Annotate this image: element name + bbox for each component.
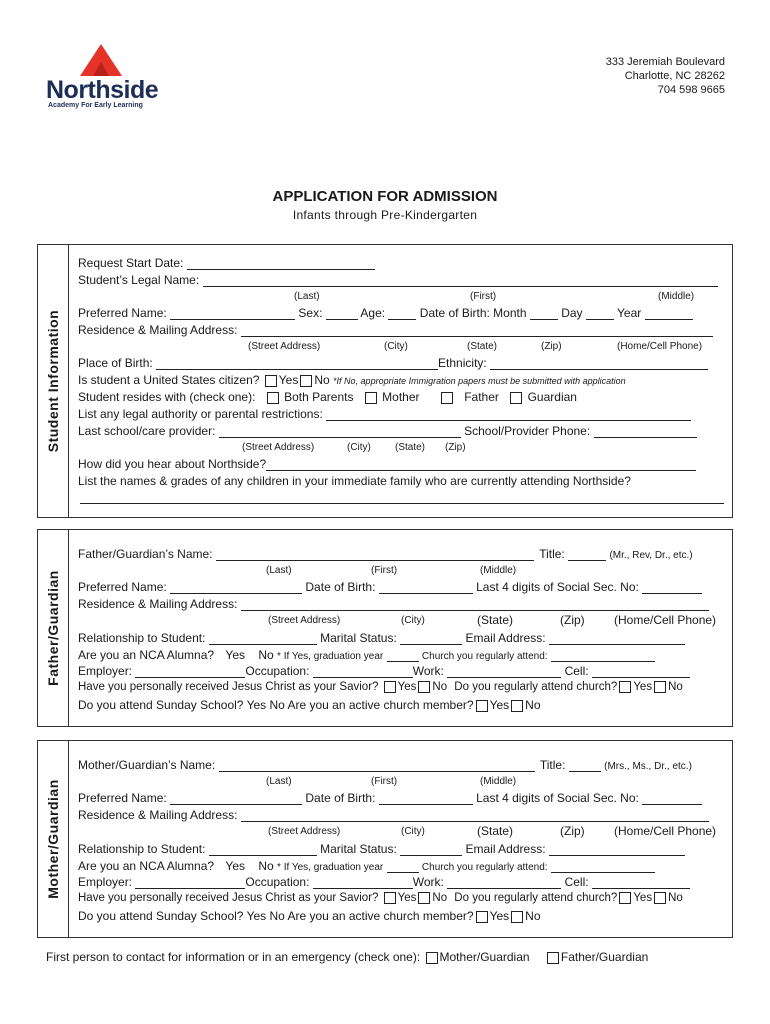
father-occupation-field[interactable] xyxy=(313,665,413,678)
father-occupation-label: Occupation: xyxy=(245,664,310,678)
father-savior-yes-checkbox[interactable] xyxy=(384,681,396,693)
school-state-caption: (State) xyxy=(395,442,426,453)
mother-section-tab xyxy=(38,741,69,937)
mother-alumna-label: Are you an NCA Alumna? xyxy=(78,859,215,873)
mother-marital-field[interactable] xyxy=(400,843,462,856)
father-name-row xyxy=(78,547,693,561)
father-relationship-row xyxy=(78,631,685,645)
mother-cell-label: Cell: xyxy=(564,875,589,889)
mother-name-field[interactable] xyxy=(219,759,535,772)
mother-relationship-field[interactable] xyxy=(209,843,317,856)
mother-middle-caption: (Middle) xyxy=(480,776,517,787)
mother-residence-row xyxy=(78,808,709,822)
dob-day-label: Day xyxy=(561,306,583,320)
emergency-contact-label: First person to contact for information or in an emergency (check one): xyxy=(46,950,421,964)
mother-name-row xyxy=(78,758,692,772)
father-member-yes-label: Yes xyxy=(489,698,510,712)
age-field[interactable] xyxy=(388,307,416,320)
last-school-row xyxy=(78,424,697,438)
school-zip-caption: (Zip) xyxy=(445,442,466,453)
siblings-field[interactable] xyxy=(80,491,724,504)
contact-mother-label: Mother/Guardian xyxy=(439,950,530,964)
mother-member-no-label: No xyxy=(525,909,541,923)
father-church-label: Church you regularly attend: xyxy=(421,651,548,662)
father-member-yes-checkbox[interactable] xyxy=(476,700,488,712)
father-employer-field[interactable] xyxy=(135,665,245,678)
both-parents-label: Both Parents xyxy=(284,390,354,404)
heard-field[interactable] xyxy=(266,458,696,471)
page-title: APPLICATION FOR ADMISSION xyxy=(272,188,498,205)
place-of-birth-field[interactable] xyxy=(156,357,438,370)
mother-city-caption: (City) xyxy=(401,826,425,837)
mother-savior-yes-label: Yes xyxy=(397,892,417,905)
street-caption: (Street Address) xyxy=(248,341,321,352)
mother-checkbox[interactable] xyxy=(365,392,377,404)
father-dob-label: Date of Birth: xyxy=(305,580,376,594)
guardian-label: Guardian xyxy=(527,390,577,404)
legal-name-label: Student’s Legal Name: xyxy=(78,273,200,287)
mother-occupation-label: Occupation: xyxy=(245,875,310,889)
mother-residence-field[interactable] xyxy=(241,809,709,822)
citizen-yes-label: Yes xyxy=(278,373,299,387)
sex-label: Sex: xyxy=(298,306,323,320)
heard-label: How did you hear about Northside? xyxy=(78,457,267,471)
mother-zip-caption: (Zip) xyxy=(560,824,585,838)
mother-name-label: Mother/Guardian’s Name: xyxy=(78,758,216,772)
dob-year-field[interactable] xyxy=(645,307,693,320)
residence-field[interactable] xyxy=(241,324,713,337)
mother-label: Mother xyxy=(382,390,420,404)
phone-number: 704 598 9665 xyxy=(657,84,725,96)
father-last-caption: (Last) xyxy=(266,565,292,576)
legal-name-row xyxy=(78,273,718,287)
mother-preferred-field[interactable] xyxy=(170,792,302,805)
dob-day-field[interactable] xyxy=(586,307,614,320)
preferred-name-label: Preferred Name: xyxy=(78,306,167,320)
residence-row xyxy=(78,323,713,337)
brand-name: Northside xyxy=(46,76,159,104)
citizen-row xyxy=(78,373,626,387)
mother-state-caption: (State) xyxy=(477,824,514,838)
address-line-1: 333 Jeremiah Boulevard xyxy=(605,56,725,68)
mother-church-yes-label: Yes xyxy=(633,892,653,905)
mother-attend-church-label: Do you regularly attend church? xyxy=(454,892,618,905)
father-city-caption: (City) xyxy=(401,615,425,626)
mother-work-label: Work: xyxy=(412,875,444,889)
father-church-yes-label: Yes xyxy=(633,681,653,694)
mother-savior-no-checkbox[interactable] xyxy=(418,892,430,904)
guardian-checkbox[interactable] xyxy=(510,392,522,404)
contact-mother-checkbox[interactable] xyxy=(426,952,438,964)
ethnicity-label: Ethnicity: xyxy=(438,356,487,370)
father-checkbox[interactable] xyxy=(441,392,453,404)
mother-church-label: Church you regularly attend: xyxy=(421,862,548,873)
father-street-caption: (Street Address) xyxy=(268,615,341,626)
father-name-field[interactable] xyxy=(216,548,534,561)
preferred-name-field[interactable] xyxy=(170,307,295,320)
mother-grad-year-field[interactable] xyxy=(387,860,419,873)
state-caption: (State) xyxy=(467,341,498,352)
mother-church-no-checkbox[interactable] xyxy=(654,892,666,904)
father-alumna-yes[interactable]: Yes xyxy=(225,648,245,662)
father-section-tab xyxy=(38,530,69,726)
resides-with-row xyxy=(78,390,577,404)
mother-title-label: Title: xyxy=(539,758,566,772)
mother-savior-row xyxy=(78,892,683,904)
father-phone-caption: (Home/Cell Phone) xyxy=(614,613,717,627)
mother-marital-label: Marital Status: xyxy=(320,842,397,856)
zip-caption: (Zip) xyxy=(541,341,562,352)
mother-section-label: Mother/Guardian xyxy=(45,779,61,899)
emergency-contact-row xyxy=(46,950,648,964)
father-member-no-checkbox[interactable] xyxy=(511,700,523,712)
father-alumna-label: Are you an NCA Alumna? xyxy=(78,648,215,662)
father-zip-caption: (Zip) xyxy=(560,613,585,627)
father-preferred-label: Preferred Name: xyxy=(78,580,167,594)
dob-month-field[interactable] xyxy=(530,307,558,320)
middle-caption: (Middle) xyxy=(658,291,695,302)
legal-name-field[interactable] xyxy=(203,274,718,287)
city-caption: (City) xyxy=(384,341,408,352)
contact-father-checkbox[interactable] xyxy=(547,952,559,964)
place-of-birth-row xyxy=(78,356,708,370)
mother-relationship-row xyxy=(78,842,685,856)
siblings-label: List the names & grades of any children in your immediate family who are currently attending Northside? xyxy=(78,474,631,488)
father-ssn-label: Last 4 digits of Social Sec. No: xyxy=(476,580,639,594)
citizen-note: *If No, appropriate Immigration papers must be submitted with application xyxy=(333,376,626,386)
mother-email-label: Email Address: xyxy=(465,842,546,856)
citizen-no-label: No xyxy=(314,373,330,387)
residence-label: Residence & Mailing Address: xyxy=(78,323,238,337)
request-start-field[interactable] xyxy=(187,257,375,270)
father-relationship-field[interactable] xyxy=(209,632,317,645)
mother-dob-field[interactable] xyxy=(379,792,473,805)
ethnicity-field[interactable] xyxy=(490,357,708,370)
school-street-caption: (Street Address) xyxy=(242,442,315,453)
mother-member-no-checkbox[interactable] xyxy=(511,911,523,923)
father-title-options: (Mr., Rev, Dr., etc.) xyxy=(609,550,693,561)
father-church-no-label: No xyxy=(668,681,683,694)
mother-title-options: (Mrs., Ms., Dr., etc.) xyxy=(604,761,692,772)
father-church-yes-checkbox[interactable] xyxy=(619,681,631,693)
last-school-label: Last school/care provider: xyxy=(78,424,216,438)
phone-caption: (Home/Cell Phone) xyxy=(617,341,703,352)
mother-work-field[interactable] xyxy=(447,876,561,889)
father-marital-field[interactable] xyxy=(400,632,462,645)
father-sunday-label: Do you attend Sunday School? Yes No Are you an active church member? xyxy=(78,698,474,712)
student-section-label: Student Information xyxy=(45,309,61,453)
mother-sunday-row xyxy=(78,909,541,923)
father-alumna-no[interactable]: No xyxy=(258,648,274,662)
mother-title-field[interactable] xyxy=(569,759,601,772)
address-line-2: Charlotte, NC 28262 xyxy=(624,70,725,82)
age-label: Age: xyxy=(360,306,386,320)
mother-alumna-no[interactable]: No xyxy=(258,859,274,873)
mother-alumna-yes[interactable]: Yes xyxy=(225,859,245,873)
father-email-label: Email Address: xyxy=(465,631,546,645)
father-employer-label: Employer: xyxy=(78,664,133,678)
mother-sunday-label: Do you attend Sunday School? Yes No Are you an active church member? xyxy=(78,909,474,923)
sex-field[interactable] xyxy=(326,307,358,320)
mother-last-caption: (Last) xyxy=(266,776,292,787)
mother-preferred-row xyxy=(78,791,702,805)
father-residence-field[interactable] xyxy=(241,598,709,611)
dob-year-label: Year xyxy=(617,306,642,320)
father-preferred-field[interactable] xyxy=(170,581,302,594)
citizen-yes-checkbox[interactable] xyxy=(265,375,277,387)
mother-member-yes-label: Yes xyxy=(489,909,510,923)
mother-church-no-label: No xyxy=(668,892,683,905)
mother-email-field[interactable] xyxy=(549,843,685,856)
father-label: Father xyxy=(464,390,499,404)
father-marital-label: Marital Status: xyxy=(320,631,397,645)
father-residence-label: Residence & Mailing Address: xyxy=(78,597,238,611)
father-cell-label: Cell: xyxy=(564,664,589,678)
mother-savior-yes-checkbox[interactable] xyxy=(384,892,396,904)
legal-authority-row xyxy=(78,407,691,421)
father-savior-label: Have you personally received Jesus Christ as your Savior? xyxy=(78,681,379,694)
father-preferred-row xyxy=(78,580,702,594)
father-section-label: Father/Guardian xyxy=(45,570,61,686)
father-attend-church-label: Do you regularly attend church? xyxy=(454,681,618,694)
place-of-birth-label: Place of Birth: xyxy=(78,356,153,370)
mother-ssn-field[interactable] xyxy=(642,792,702,805)
father-grad-year-field[interactable] xyxy=(387,649,419,662)
school-phone-field[interactable] xyxy=(594,425,697,438)
father-savior-no-label: No xyxy=(432,681,448,694)
father-name-label: Father/Guardian’s Name: xyxy=(78,547,213,561)
father-sunday-row xyxy=(78,698,541,712)
school-city-caption: (City) xyxy=(347,442,371,453)
legal-authority-field[interactable] xyxy=(326,408,691,421)
mother-street-caption: (Street Address) xyxy=(268,826,341,837)
father-first-caption: (First) xyxy=(371,565,398,576)
father-ssn-field[interactable] xyxy=(642,581,702,594)
father-alumna-row xyxy=(78,648,655,662)
citizen-no-checkbox[interactable] xyxy=(300,375,312,387)
father-savior-yes-label: Yes xyxy=(397,681,417,694)
mother-dob-label: Date of Birth: xyxy=(305,791,376,805)
resides-with-label: Student resides with (check one): xyxy=(78,390,256,404)
last-caption: (Last) xyxy=(294,291,320,302)
father-state-caption: (State) xyxy=(477,613,514,627)
mother-church-field[interactable] xyxy=(551,860,655,873)
first-caption: (First) xyxy=(470,291,497,302)
father-work-label: Work: xyxy=(412,664,444,678)
page-subtitle: Infants through Pre-Kindergarten xyxy=(292,208,478,222)
mother-savior-no-label: No xyxy=(432,892,448,905)
mother-grad-year-label: * If Yes, graduation year xyxy=(277,862,384,873)
father-employer-row xyxy=(78,664,690,678)
father-savior-no-checkbox[interactable] xyxy=(418,681,430,693)
mother-member-yes-checkbox[interactable] xyxy=(476,911,488,923)
mother-occupation-field[interactable] xyxy=(313,876,413,889)
mother-church-yes-checkbox[interactable] xyxy=(619,892,631,904)
mother-relationship-label: Relationship to Student: xyxy=(78,842,206,856)
preferred-name-row xyxy=(78,306,693,320)
logo-inner-triangle-icon xyxy=(93,62,109,76)
last-school-field[interactable] xyxy=(219,425,461,438)
mother-employer-label: Employer: xyxy=(78,875,133,889)
father-dob-field[interactable] xyxy=(379,581,473,594)
both-parents-checkbox[interactable] xyxy=(267,392,279,404)
father-title-label: Title: xyxy=(539,547,565,561)
father-email-field[interactable] xyxy=(549,632,685,645)
father-residence-row xyxy=(78,597,709,611)
mother-ssn-label: Last 4 digits of Social Sec. No: xyxy=(476,791,639,805)
father-relationship-label: Relationship to Student: xyxy=(78,631,206,645)
mother-first-caption: (First) xyxy=(371,776,398,787)
heard-row xyxy=(78,457,696,471)
request-start-row xyxy=(78,256,375,270)
mother-preferred-label: Preferred Name: xyxy=(78,791,167,805)
father-church-no-checkbox[interactable] xyxy=(654,681,666,693)
father-work-field[interactable] xyxy=(447,665,561,678)
mother-savior-label: Have you personally received Jesus Christ as your Savior? xyxy=(78,892,379,905)
father-member-no-label: No xyxy=(525,698,541,712)
mother-employer-field[interactable] xyxy=(135,876,245,889)
father-savior-row xyxy=(78,681,683,693)
mother-phone-caption: (Home/Cell Phone) xyxy=(614,824,717,838)
student-section-tab xyxy=(38,245,69,517)
mother-residence-label: Residence & Mailing Address: xyxy=(78,808,238,822)
father-middle-caption: (Middle) xyxy=(480,565,517,576)
father-title-field[interactable] xyxy=(568,548,606,561)
father-cell-field[interactable] xyxy=(592,665,690,678)
mother-cell-field[interactable] xyxy=(592,876,690,889)
mother-alumna-row xyxy=(78,859,655,873)
brand-tagline: Academy For Early Learning xyxy=(48,102,143,109)
school-phone-label: School/Provider Phone: xyxy=(464,424,591,438)
request-start-label: Request Start Date: xyxy=(78,256,184,270)
father-church-field[interactable] xyxy=(551,649,655,662)
contact-father-label: Father/Guardian xyxy=(560,950,649,964)
mother-employer-row xyxy=(78,875,690,889)
citizen-label: Is student a United States citizen? xyxy=(78,373,260,387)
dob-month-label: Date of Birth: Month xyxy=(419,306,527,320)
legal-authority-label: List any legal authority or parental restrictions: xyxy=(78,407,323,421)
father-grad-year-label: * If Yes, graduation year xyxy=(277,651,384,662)
